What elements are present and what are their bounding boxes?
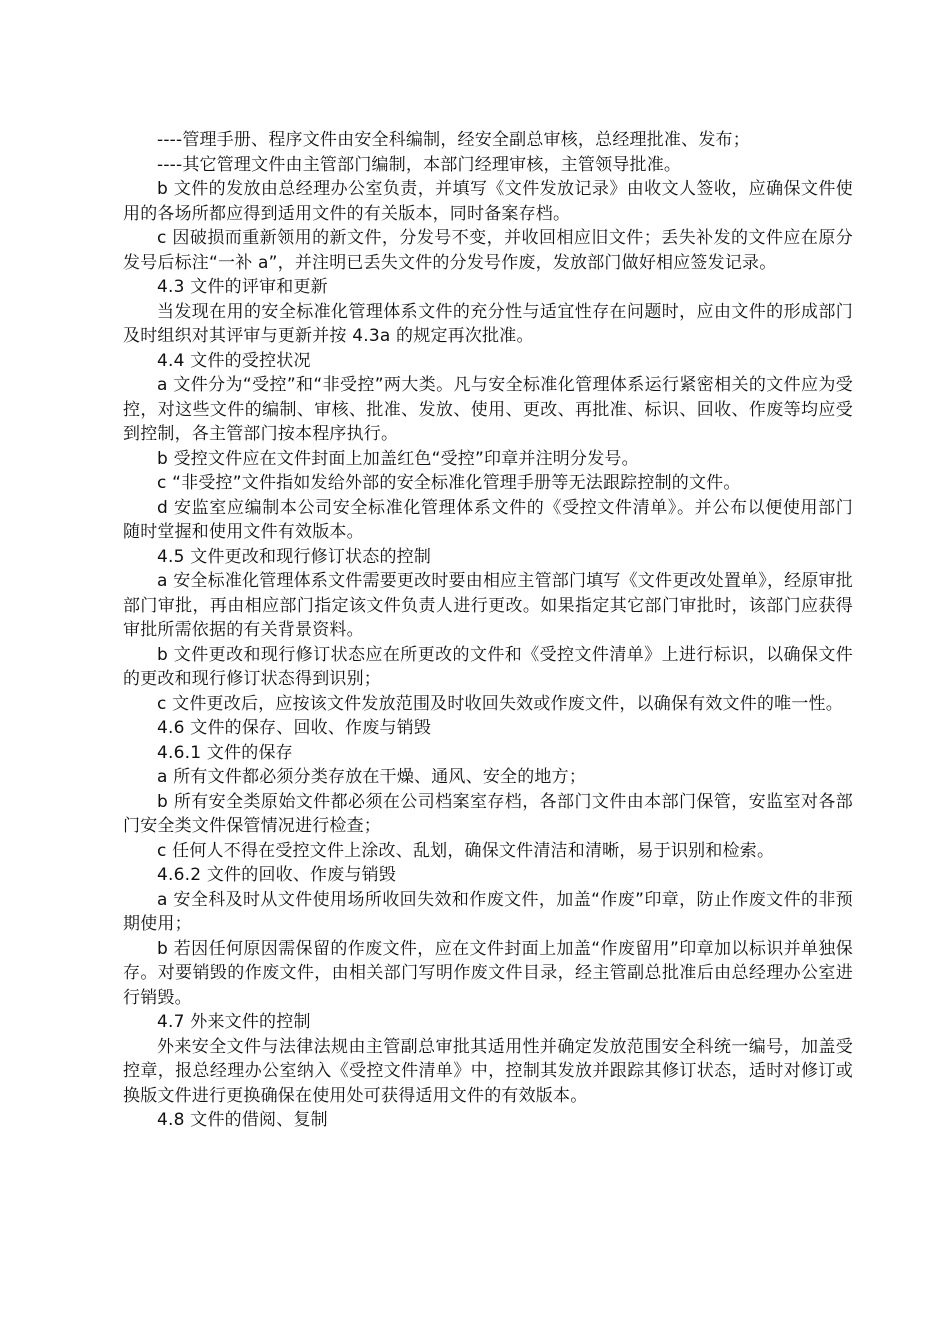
paragraph-distribution: b 文件的发放由总经理办公室负责，并填写《文件发放记录》由收文人签收，应确保文件使用的各场所都应得到适用文件的有关版本，同时备案存档。 bbox=[123, 179, 853, 224]
paragraph-change-marking: b 文件更改和现行修订状态应在所更改的文件和《受控文件清单》上进行标识，以确保文件的更改和现行修订状态得到识别； bbox=[123, 644, 853, 689]
section-heading-4-7: 4.7 外来文件的控制 bbox=[157, 1012, 311, 1032]
paragraph-storage-archive: b 所有安全类原始文件都必须在公司档案室存档，各部门文件由本部门保管，安监室对各部门安全类文件保管情况进行检查； bbox=[123, 791, 853, 836]
paragraph-uncontrolled: c “非受控”文件指如发给外部的安全标准化管理手册等无法跟踪控制的文件。 bbox=[157, 473, 741, 493]
paragraph-controlled-stamp: b 受控文件应在文件封面上加盖红色“受控”印章并注明分发号。 bbox=[157, 448, 639, 469]
paragraph-storage-place: a 所有文件都必须分类存放在干燥、通风、安全的地方； bbox=[157, 767, 587, 787]
paragraph-storage-integrity: c 任何人不得在受控文件上涂改、乱划，确保文件清洁和清晰，易于识别和检索。 bbox=[157, 840, 775, 861]
document-page bbox=[123, 128, 853, 1133]
paragraph-external-docs: 外来安全文件与法律法规由主管副总审批其适用性并确定发放范围安全科统一编号，加盖受控章，报总经理办公室纳入《受控文件清单》中，控制其发放并跟踪其修订状态，适时对修订或换版文件进行更换确保在使用处可获得适用文件的有效版本。 bbox=[123, 1036, 853, 1106]
section-heading-4-8: 4.8 文件的借阅、复制 bbox=[157, 1110, 328, 1130]
section-heading-4-5: 4.5 文件更改和现行修订状态的控制 bbox=[157, 546, 432, 567]
paragraph-controlled-list: d 安监室应编制本公司安全标准化管理体系文件的《受控文件清单》。并公布以便使用部门随时堂握和使用文件有效版本。 bbox=[123, 497, 853, 542]
paragraph-obsolete-recall: a 安全科及时从文件使用场所收回失效和作废文件，加盖“作废”印章，防止作废文件的非预期使用； bbox=[123, 889, 853, 934]
paragraph-obsolete-retain: b 若因任何原因需保留的作废文件，应在文件封面上加盖“作废留用”印章加以标识并单独保存。对要销毁的作废文件，由相关部门写明作废文件目录，经主管副总批准后由总经理办公室进行销毁。 bbox=[123, 938, 853, 1008]
section-heading-4-3: 4.3 文件的评审和更新 bbox=[157, 277, 328, 297]
section-heading-4-6-2: 4.6.2 文件的回收、作废与销毁 bbox=[157, 865, 397, 885]
paragraph-change-request: a 安全标准化管理体系文件需要更改时要由相应主管部门填写《文件更改处置单》，经原审批部门审批，再由相应部门指定该文件负责人进行更改。如果指定其它部门审批时，该部门应获得审批所需依据的有关背景资料。 bbox=[123, 571, 853, 640]
paragraph-review-update: 当发现在用的安全标准化管理体系文件的充分性与适宜性存在问题时，应由文件的形成部门及时组织对其评审与更新并按 4.3a 的规定再次批准。 bbox=[123, 301, 853, 346]
paragraph-controlled-types: a 文件分为“受控”和“非受控”两大类。凡与安全标准化管理体系运行紧密相关的文件应为受控，对这些文件的编制、审核、批准、发放、使用、更改、再批准、标识、回收、作废等均应受到控制，各主管部门按本程序执行。 bbox=[123, 375, 853, 444]
section-heading-4-6: 4.6 文件的保存、回收、作废与销毁 bbox=[157, 718, 432, 738]
paragraph-manual-approval: ----管理手册、程序文件由安全科编制，经安全副总审核，总经理批准、发布； bbox=[157, 130, 750, 150]
paragraph-reissue: c 因破损而重新领用的新文件，分发号不变，并收回相应旧文件；丢失补发的文件应在原分发号后标注“一补 a”，并注明已丢失文件的分发号作废，发放部门做好相应签发记录。 bbox=[123, 228, 853, 273]
paragraph-change-recall: c 文件更改后，应按该文件发放范围及时收回失效或作废文件，以确保有效文件的唯一性。 bbox=[157, 693, 843, 714]
paragraph-other-docs-approval: ----其它管理文件由主管部门编制，本部门经理审核，主管领导批准。 bbox=[157, 154, 682, 175]
section-heading-4-6-1: 4.6.1 文件的保存 bbox=[157, 742, 293, 763]
section-heading-4-4: 4.4 文件的受控状况 bbox=[157, 350, 311, 371]
